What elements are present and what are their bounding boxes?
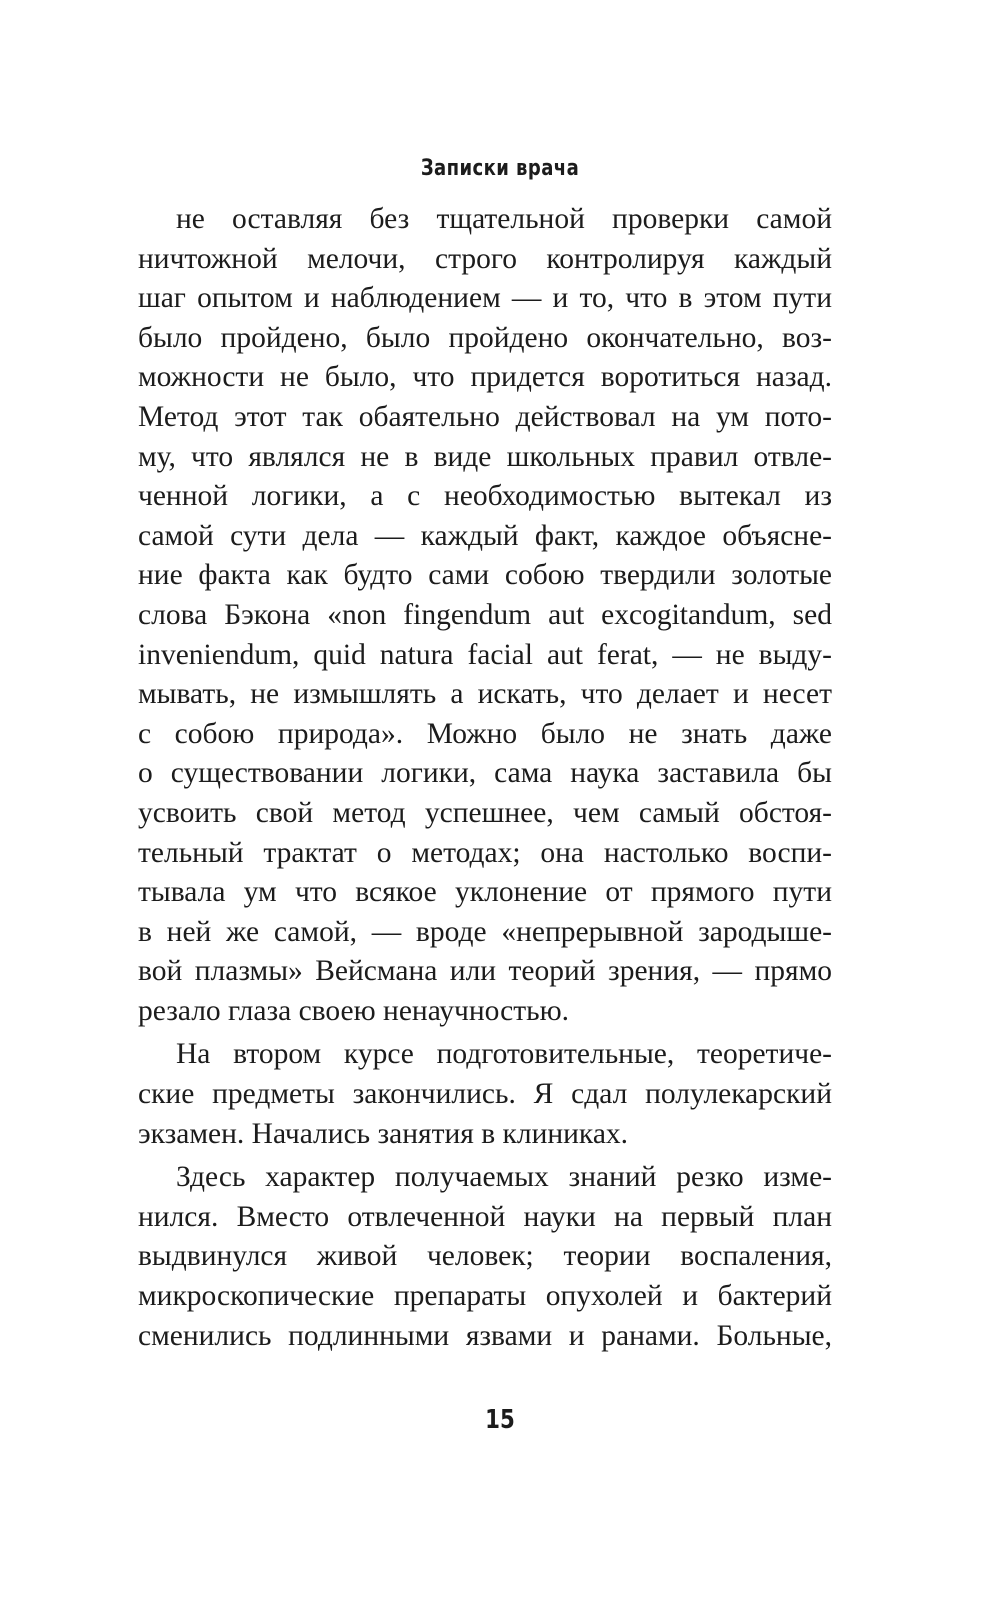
text-line: ние факта как будто сами собою твердили золотые (138, 559, 832, 592)
paragraph (138, 1158, 832, 1356)
text-line: было пройдено, было пройдено окончательно, воз- (138, 321, 832, 354)
text-line: мывать, не измышлять а искать, что делает и несет (138, 678, 832, 711)
text-line: inveniendum, quid natura facial aut ferat, — не выду- (138, 638, 832, 671)
text-line: самой сути дела — каждый факт, каждое объясне- (138, 519, 832, 552)
text-line: вой плазмы» Вейсмана или теорий зрения, — прямо (138, 955, 832, 988)
text-line: усвоить свой метод успешнее, чем самый обстоя- (138, 796, 832, 829)
text-line: тельный трактат о методах; она настолько воспи- (138, 836, 832, 869)
page-number: 15 (485, 1405, 515, 1435)
text-line: с собою природа». Можно было не знать даже (138, 717, 832, 750)
text-line: сменились подлинными язвами и ранами. Больные, (138, 1319, 832, 1352)
text-line: выдвинулся живой человек; теории воспаления, (138, 1240, 832, 1273)
text-line: ченной логики, а с необходимостью вытекал из (138, 480, 832, 513)
body-text (138, 200, 832, 1356)
text-line: в ней же самой, — вроде «непрерывной зародыше- (138, 915, 832, 948)
text-line: можности не было, что придется воротиться назад. (138, 361, 832, 394)
text-line: микроскопические препараты опухолей и бактерий (138, 1280, 832, 1313)
text-line: Здесь характер получаемых знаний резко изме- (176, 1161, 832, 1194)
text-line: резало глаза своею ненаучностью. (138, 994, 570, 1027)
paragraph (138, 200, 832, 1031)
text-line: слова Бэкона «non fingendum aut excogitandum, sed (138, 598, 832, 631)
text-line: экзамен. Начались занятия в клиниках. (138, 1117, 629, 1150)
text-line: о существовании логики, сама наука заставила бы (138, 757, 832, 790)
text-line: нился. Вместо отвлеченной науки на первый план (138, 1200, 832, 1233)
text-line: ские предметы закончились. Я сдал полулекарский (138, 1078, 832, 1111)
paragraph (138, 1035, 832, 1154)
text-line: На втором курсе подготовительные, теоретиче- (176, 1038, 832, 1071)
text-line: шаг опытом и наблюдением — и то, что в этом пути (138, 282, 832, 315)
text-line: ничтожной мелочи, строго контролируя каждый (138, 242, 832, 275)
text-line: Метод этот так обаятельно действовал на ум пото- (138, 400, 832, 433)
text-line: тывала ум что всякое уклонение от прямого пути (138, 876, 832, 909)
text-line: му, что являлся не в виде школьных правил отвле- (138, 440, 832, 473)
text-line: не оставляя без тщательной проверки самой (176, 203, 832, 235)
running-head: Записки врача (420, 156, 580, 181)
